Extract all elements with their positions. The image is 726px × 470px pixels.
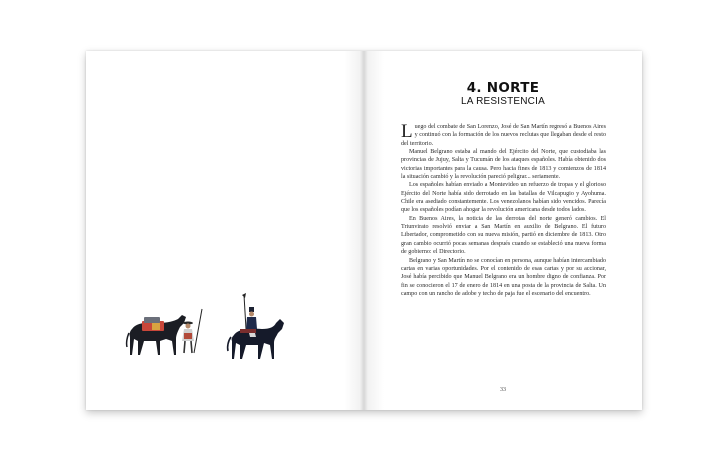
paragraph: Belgrano y San Martín no se conocían en persona, aunque habían intercambiado cartas en varias oportunidades. Por el contenido de esas cartas y por su accionar, José había percibido que Manuel Belgrano era un hombre digno de confianza. Por fin se conocieron el 17 de enero de 1814 en una posta de la provincia de Salta. Un campo con un rancho de adobe y techo de paja fue el escenario del encuentro. bbox=[401, 257, 606, 297]
standing-soldier-icon bbox=[182, 309, 202, 353]
chapter-heading bbox=[364, 81, 642, 107]
chapter-subtitle: LA RESISTENCIA bbox=[461, 96, 545, 107]
drop-cap: L bbox=[401, 121, 413, 142]
paragraph: Los españoles habían enviado a Montevideo un refuerzo de tropas y el glorioso Ejército del Norte había sido derrotado en las batallas de Vilcapugio y Ayohuma. Chile era asediado constantemente. Los venezolanos habían sido vencidos. Parecía que los españoles podían ahogar la revolución americana desde todos lados. bbox=[401, 182, 606, 214]
book-spread bbox=[86, 51, 642, 410]
paragraph-text: uego del combate de San Lorenzo, José de San Martín regresó a Buenos Aires y continuó con la formación de los nuevos reclutas que llegaban desde el resto del territorio. bbox=[401, 124, 606, 147]
paragraph bbox=[401, 123, 606, 148]
paragraph: Manuel Belgrano estaba al mando del Ejército del Norte, que custodiaba las provincias de Jujuy, Salta y Tucumán de los ataques españoles. Había obtenido dos victorias importantes para la causa. Pero hacia fines de 1813 y comienzos de 1814 la situación cambió y la revolución pareció peligrar... seriamente. bbox=[401, 149, 606, 181]
pack-mule-icon bbox=[127, 315, 186, 355]
chapter-title: 4. NORTE bbox=[466, 80, 540, 96]
horse-rider-icon bbox=[228, 293, 284, 359]
paragraph: En Buenos Aires, la noticia de las derrotas del norte generó cambios. El Triunvirato resolvió enviar a San Martín en auxilio de Belgrano. El futuro Libertador, comprometido con su nueva misión, partió en diciembre de 1813. Otro gran cambio ocurrió pocas semanas después cuando se estableció una nueva forma de gobierno: el Directorio. bbox=[401, 215, 606, 256]
mule-and-rider-icon bbox=[124, 289, 284, 369]
page-number: 33 bbox=[500, 387, 506, 393]
left-page bbox=[86, 51, 364, 410]
body-text bbox=[401, 123, 606, 298]
right-page bbox=[364, 51, 642, 410]
